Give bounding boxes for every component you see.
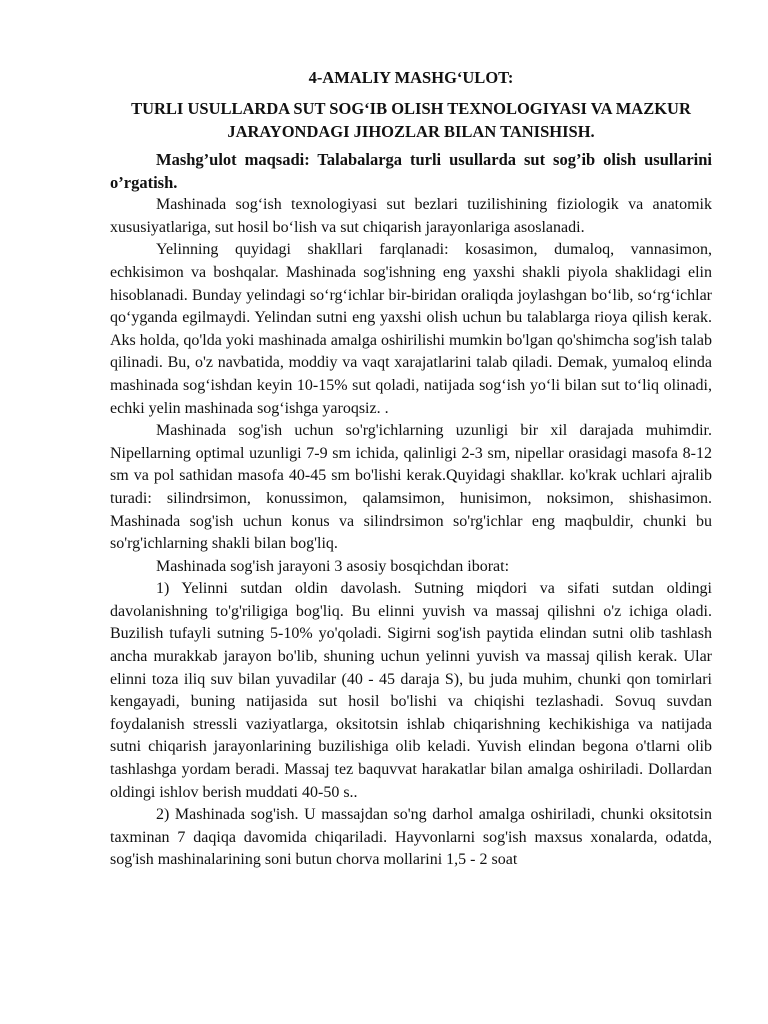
- paragraph-udder-shapes: Yelinning quyidagi shakllari farqlanadi: kosasimon, dumaloq, vannasimon, echkisimon va boshqalar. Mashinada sog'ishning eng yaxshi shakli piyola shaklidagi elin hisoblanadi. Bunday yelindagi so‘rg‘ichlar bir-biridan oraliqda joylashgan bo‘lib, so‘rg‘ichlar qo‘yganda egilmaydi. Yelindan sutni eng yaxshi olish uchun bu talablarga rioya qilish kerak. Aks holda, qo'lda yoki mashinada amalga oshirilishi mumkin bo'lgan qo'shimcha sog'ish talab qilinadi. Bu, o'z navbatida, moddiy va vaqt xarajatlarini talab qiladi. Demak, yumaloq elinda mashinada sog‘ishdan keyin 10-15% sut qoladi, natijada sog‘ish yo‘li bilan sut to‘liq olinadi, echki yelin mashinada sog‘ishga yaroqsiz. .: [110, 241, 712, 417]
- paragraph-teat-length: Mashinada sog'ish uchun so'rg'ichlarning uzunligi bir xil darajada muhimdir. Nipellarning optimal uzunligi 7-9 sm ichida, qalinligi 2-3 sm, nipellar orasidagi masofa 8-12 sm va pol sathidan masofa 40-45 sm bo'lishi kerak.Quyidagi shakllar. ko'krak uchlari ajralib turadi: silindrsimon, konussimon, qalamsimon, hunisimon, noksimon, shishasimon. Mashinada sog'ish uchun konus va silindrsimon so'rg'ichlar eng maqbuldir, chunki bu so'rg'ichlarning shakli bilan bog'liq.: [110, 422, 712, 553]
- document-page: [110, 66, 712, 872]
- document-subtitle: TURLI USULLARDA SUT SOG‘IB OLISH TEXNOLOGIYASI VA MAZKUR JARAYONDAGI JIHOZLAR BILAN TANISHISH.: [131, 99, 691, 141]
- paragraph-machine-milking-basis: Mashinada sog‘ish texnologiyasi sut bezlari tuzilishining fiziologik va anatomik xususiyatlariga, sut hosil bo‘lish va sut chiqarish jarayonlariga asoslanadi.: [110, 196, 712, 236]
- document-title: 4-AMALIY MASHG‘ULOT:: [308, 68, 514, 87]
- paragraph-stage-one: 1) Yelinni sutdan oldin davolash. Sutning miqdori va sifati sutdan oldingi davolanishning to'g'riligiga bog'liq. Bu elinni yuvish va massaj qilishni o'z ichiga oladi. Buzilish tufayli sutning 5-10% yo'qoladi. Sigirni sog'ish paytida elindan sutni olib tashlash ancha murakkab jarayon bo'lib, shuning uchun yelinni yuvish va massaj qilish kerak. Ular elinni toza iliq suv bilan yuvadilar (40 - 45 daraja S), bu juda muhim, chunki qon tomirlari kengayadi, buning natijasida sut hosil bo'lishi va chiqishi tezlashadi. Sovuq suvdan foydalanish stressli vaziyatlarga, oksitotsin ishlab chiqarishning kechikishiga va natijada sutni chiqarish jarayonlarining buzilishiga olib keladi. Yuvish elindan begona o'tlarni olib tashlashga yordam beradi. Massaj tez baquvvat harakatlar bilan amalga oshiriladi. Dollardan oldingi ishlov berish muddati 40-50 s..: [110, 580, 712, 801]
- paragraph-milking-stages: Mashinada sog'ish jarayoni 3 asosiy bosqichdan iborat:: [156, 557, 510, 575]
- paragraph-stage-two: 2) Mashinada sog'ish. U massajdan so'ng darhol amalga oshiriladi, chunki oksitotsin taxminan 7 daqiqa davomida chiqariladi. Hayvonlarni sog'ish maxsus xonalarda, odatda, sog'ish mashinalarining soni butun chorva mollarini 1,5 - 2 soat: [110, 806, 712, 869]
- lesson-goal: Mashg’ulot maqsadi: Talabalarga turli usullarda sut sog’ib olish usullarini o’rgatish.: [110, 150, 712, 192]
